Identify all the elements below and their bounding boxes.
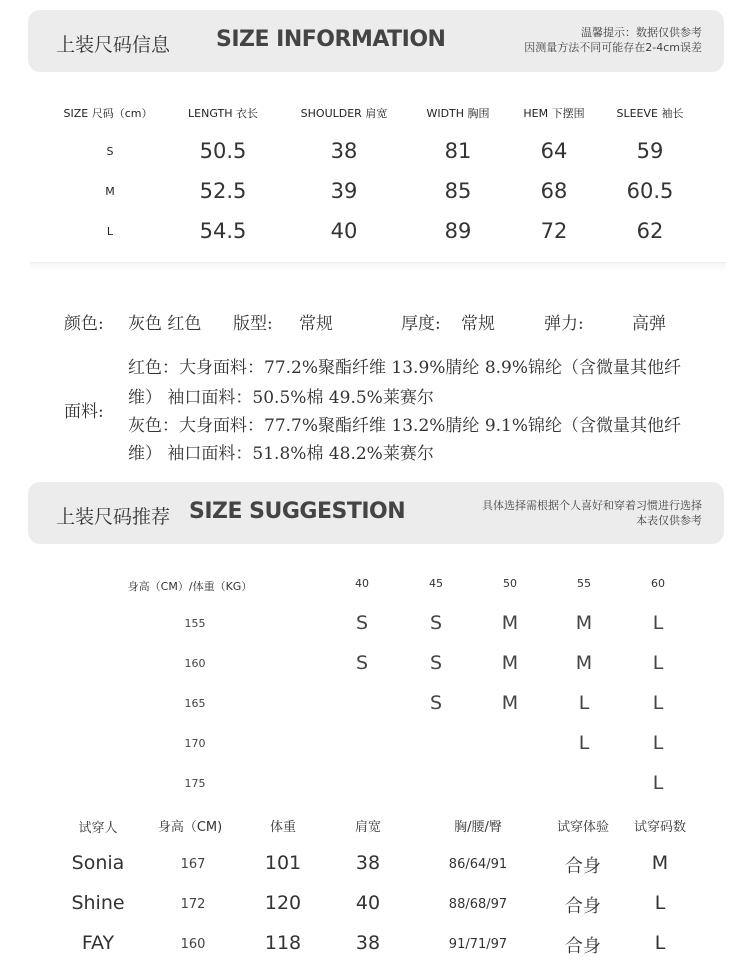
tryon-fit: 合身 xyxy=(565,936,601,957)
tryon-height: 172 xyxy=(180,897,206,912)
table-cell: 89 xyxy=(444,219,472,243)
height-label: 175 xyxy=(184,777,206,790)
table-cell: 39 xyxy=(330,179,358,203)
tryon-fit: 合身 xyxy=(565,856,601,877)
suggestion-cell: M xyxy=(501,612,519,634)
width-header: WIDTH 胸围 xyxy=(426,107,490,120)
suggestion-cell: L xyxy=(578,692,590,714)
table-cell: 68 xyxy=(540,179,568,203)
tryon-name: FAY xyxy=(81,932,115,954)
tryon-name: Sonia xyxy=(71,852,125,874)
tryon-weight: 101 xyxy=(264,852,302,874)
weight-header: 40 xyxy=(355,577,369,590)
suggestion-cell: L xyxy=(652,732,664,754)
tryon-shoulder: 40 xyxy=(355,892,381,914)
tryon-weight: 120 xyxy=(264,892,302,914)
size-info-title-cn: 上装尺码信息 xyxy=(56,34,171,56)
fabric-label: 面料: xyxy=(64,402,104,422)
suggestion-cell: L xyxy=(652,772,664,794)
size-info-note-line1: 温馨提示：数据仅供参考 xyxy=(581,26,702,39)
fit-value: 常规 xyxy=(299,314,333,334)
suggestion-cell: S xyxy=(429,652,443,674)
suggestion-cell: L xyxy=(652,692,664,714)
size-suggestion-note-line2: 本表仅供参考 xyxy=(636,514,702,527)
size-suggestion-banner xyxy=(28,482,724,544)
suggestion-cell: M xyxy=(501,692,519,714)
suggestion-cell: S xyxy=(429,612,443,634)
tryon-header: 体重 xyxy=(269,820,296,835)
fabric-line: 维） 袖口面料：50.5%棉 49.5%莱赛尔 xyxy=(128,388,434,408)
tryon-shoulder: 38 xyxy=(355,852,381,874)
suggestion-cell: S xyxy=(355,612,369,634)
table-cell: 40 xyxy=(330,219,358,243)
table-cell: 85 xyxy=(444,179,472,203)
elastic-label: 弹力: xyxy=(544,314,584,334)
table-cell: 60.5 xyxy=(626,179,674,203)
tryon-fit: 合身 xyxy=(565,896,601,917)
tryon-shoulder: 38 xyxy=(355,932,381,954)
tryon-weight: 118 xyxy=(264,932,302,954)
table-cell: 59 xyxy=(636,139,664,163)
fit-label: 版型: xyxy=(233,314,273,334)
size-suggestion-title-en: SIZE SUGGESTION xyxy=(189,499,406,524)
fabric-line: 维） 袖口面料：51.8%棉 48.2%莱赛尔 xyxy=(128,444,434,464)
size-info-note xyxy=(524,25,702,55)
fabric-line: 灰色：大身面料：77.7%聚酯纤维 13.2%腈纶 9.1%锦纶（含微量其他纤 xyxy=(128,416,682,436)
size-suggestion-title-cn: 上装尺码推荐 xyxy=(56,506,171,528)
weight-header: 45 xyxy=(429,577,443,590)
table-cell: 64 xyxy=(540,139,568,163)
thickness-label: 厚度: xyxy=(401,314,441,334)
tryon-header: 胸/腰/臀 xyxy=(454,820,502,835)
height-label: 155 xyxy=(184,617,206,630)
table-row-size: M xyxy=(105,185,115,198)
suggestion-cell: M xyxy=(575,612,593,634)
size-suggestion-note-line1: 具体选择需根据个人喜好和穿着习惯进行选择 xyxy=(482,499,702,512)
tryon-header: 试穿体验 xyxy=(556,820,609,835)
elastic-value: 高弹 xyxy=(632,314,666,334)
tryon-size: L xyxy=(654,892,666,914)
tryon-height: 167 xyxy=(180,857,206,872)
size-suggestion-note xyxy=(482,498,702,528)
weight-header: 60 xyxy=(651,577,665,590)
suggestion-cell: S xyxy=(429,692,443,714)
tryon-name: Shine xyxy=(71,892,125,914)
thickness-value: 常规 xyxy=(461,314,495,334)
size-header: SIZE 尺码（cm） xyxy=(63,107,153,120)
weight-header: 55 xyxy=(577,577,591,590)
corner-label: 身高（CM）/体重（KG） xyxy=(127,580,253,593)
size-info-title-en: SIZE INFORMATION xyxy=(216,27,446,52)
table-row-size: S xyxy=(106,145,114,158)
tryon-bwh: 88/68/97 xyxy=(448,897,508,912)
color-value: 灰色 红色 xyxy=(128,314,202,334)
tryon-height: 160 xyxy=(180,937,206,952)
sleeve-header: SLEEVE 袖长 xyxy=(616,107,684,120)
tryon-size: M xyxy=(651,852,669,874)
table-cell: 52.5 xyxy=(199,179,247,203)
section-divider xyxy=(30,262,726,272)
tryon-header: 试穿人 xyxy=(78,821,118,836)
tryon-bwh: 91/71/97 xyxy=(448,937,508,952)
table-cell: 62 xyxy=(636,219,664,243)
tryon-size: L xyxy=(654,932,666,954)
suggestion-cell: L xyxy=(578,732,590,754)
table-cell: 38 xyxy=(330,139,358,163)
table-cell: 81 xyxy=(444,139,472,163)
table-cell: 54.5 xyxy=(199,219,247,243)
table-row-size: L xyxy=(106,225,114,238)
length-header: LENGTH 衣长 xyxy=(188,107,258,120)
tryon-header: 肩宽 xyxy=(354,820,381,835)
size-info-banner xyxy=(28,10,724,72)
table-cell: 72 xyxy=(540,219,568,243)
shoulder-header: SHOULDER 肩宽 xyxy=(300,107,388,120)
suggestion-cell: S xyxy=(355,652,369,674)
suggestion-cell: L xyxy=(652,612,664,634)
fabric-line: 红色：大身面料：77.2%聚酯纤维 13.9%腈纶 8.9%锦纶（含微量其他纤 xyxy=(128,358,682,378)
hem-header: HEM 下摆围 xyxy=(523,107,585,120)
height-label: 170 xyxy=(184,737,206,750)
suggestion-cell: M xyxy=(501,652,519,674)
tryon-header: 试穿码数 xyxy=(633,820,686,835)
tryon-header: 身高（CM) xyxy=(157,820,223,835)
suggestion-cell: L xyxy=(652,652,664,674)
color-label: 颜色: xyxy=(64,314,104,334)
height-label: 160 xyxy=(184,657,206,670)
height-label: 165 xyxy=(184,697,206,710)
weight-header: 50 xyxy=(503,577,517,590)
table-cell: 50.5 xyxy=(199,139,247,163)
tryon-bwh: 86/64/91 xyxy=(448,857,508,872)
suggestion-cell: M xyxy=(575,652,593,674)
size-info-note-line2: 因测量方法不同可能存在2-4cm误差 xyxy=(524,41,702,54)
